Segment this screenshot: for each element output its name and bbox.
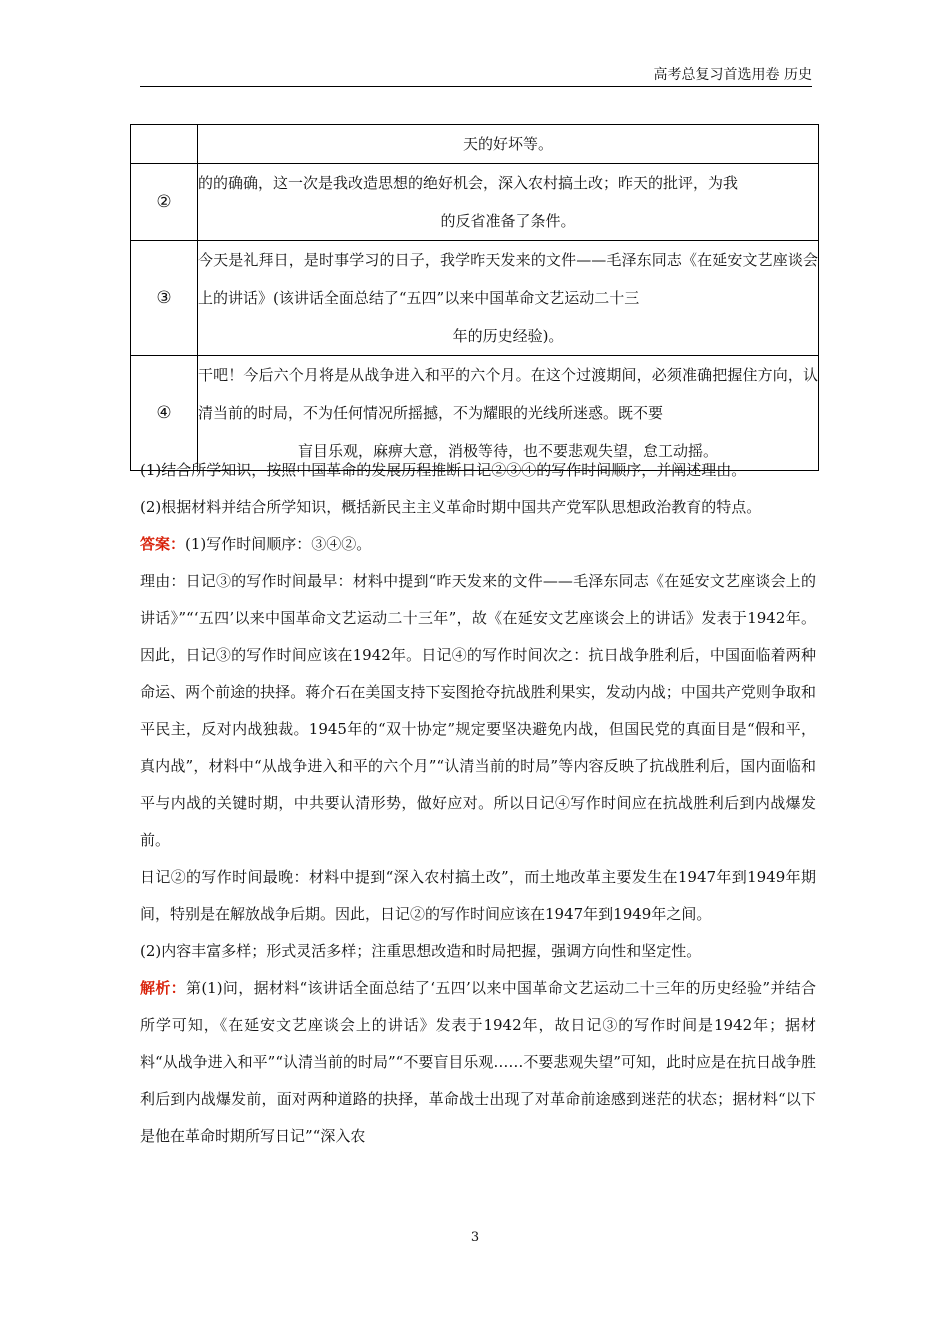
table-row (131, 164, 819, 241)
row-text-tail: 盲目乐观，麻痹大意，消极等待，也不要悲观失望，怠工动摇。 (297, 442, 718, 460)
row-number: ④ (131, 356, 198, 471)
diary-table (130, 124, 819, 471)
answer-reason: 理由：日记③的写作时间最早：材料中提到“昨天发来的文件——毛泽东同志《在延安文艺座谈会上的讲话》”“‘五四’以来中国革命文艺运动二十三年”，故《在延安文艺座谈会上的讲话》发表于1942年。因此，日记③的写作时间应该在1942年。日记④的写作时间次之：抗日战争胜利后，中国面临着两种命运、两个前途的抉择。蒋介石在美国支持下妄图抢夺抗战胜利果实，发动内战；中国共产党则争取和平民主，反对内战独裁。1945年的“双十协定”规定要坚决避免内战，但国民党的真面目是“假和平，真内战”，材料中“从战争进入和平的六个月”“认清当前的时局”等内容反映了抗战胜利后，国内面临和平与内战的关键时期，中共要认清形势，做好应对。所以日记④写作时间应在抗战胜利后到内战爆发前。 (140, 572, 816, 849)
running-header: 高考总复习首选用卷 历史 (653, 67, 812, 83)
main-content (140, 452, 816, 1155)
answer-part-2: (2)内容丰富多样；形式灵活多样；注重思想改造和时局把握，强调方向性和坚定性。 (140, 942, 702, 960)
row-text-line: 天的好坏等。 (462, 135, 553, 153)
analysis-label: 解析： (140, 979, 186, 997)
row-text (198, 241, 819, 356)
table-row (131, 125, 819, 164)
table-row (131, 241, 819, 356)
analysis-text: 第(1)问，据材料“该讲话全面总结了‘五四’以来中国革命文艺运动二十三年的历史经验”并结合所学可知，《在延安文艺座谈会上的讲话》发表于1942年，故日记③的写作时间是1942年；据材料“从战争进入和平”“认清当前的时局”“不要盲目乐观……不要悲观失望”可知，此时应是在抗日战争胜利后到内战爆发前，面对两种道路的抉择，革命战士出现了对革命前途感到迷茫的状态；据材料“以下是他在革命时期所写日记”“深入农 (140, 979, 817, 1145)
question-2: (2)根据材料并结合所学知识，概括新民主主义革命时期中国共产党军队思想政治教育的特点。 (140, 498, 762, 516)
row-text-body: 干吧！今后六个月将是从战争进入和平的六个月。在这个过渡期间，必须准确把握住方向，认清当前的时局，不为任何情况所摇撼，不为耀眼的光线所迷惑。既不要 (198, 366, 818, 422)
header-rule (140, 86, 812, 87)
analysis (140, 970, 816, 1155)
row-text (198, 164, 819, 241)
answer-order: (1)写作时间顺序：③④②。 (185, 535, 372, 553)
row-text-body: 今天是礼拜日，是时事学习的日子，我学昨天发来的文件——毛泽东同志《在延安文艺座谈会上的讲话》(该讲话全面总结了“五四”以来中国革命文艺运动二十三 (198, 251, 818, 307)
row-number: ② (131, 164, 198, 241)
question-1: (1)结合所学知识，按照中国革命的发展历程推断日记②③④的写作时间顺序，并阐述理由。 (140, 461, 747, 479)
answer-label: 答案： (140, 535, 186, 553)
row-number (131, 125, 198, 164)
answer-part-1 (140, 526, 816, 563)
row-text (198, 125, 819, 164)
row-text-tail: 年的历史经验)。 (452, 327, 564, 345)
row-text-tail: 的反省准备了条件。 (440, 212, 576, 230)
page-number: 3 (470, 1230, 480, 1245)
row-number: ③ (131, 241, 198, 356)
answer-reason-2: 日记②的写作时间最晚：材料中提到“深入农村搞土改”，而土地改革主要发生在1947年到1949年期间，特别是在解放战争后期。因此，日记②的写作时间应该在1947年到1949年之间。 (140, 868, 816, 923)
row-text-body: 的的确确，这一次是我改造思想的绝好机会，深入农村搞土改；昨天的批评，为我 (198, 174, 739, 192)
